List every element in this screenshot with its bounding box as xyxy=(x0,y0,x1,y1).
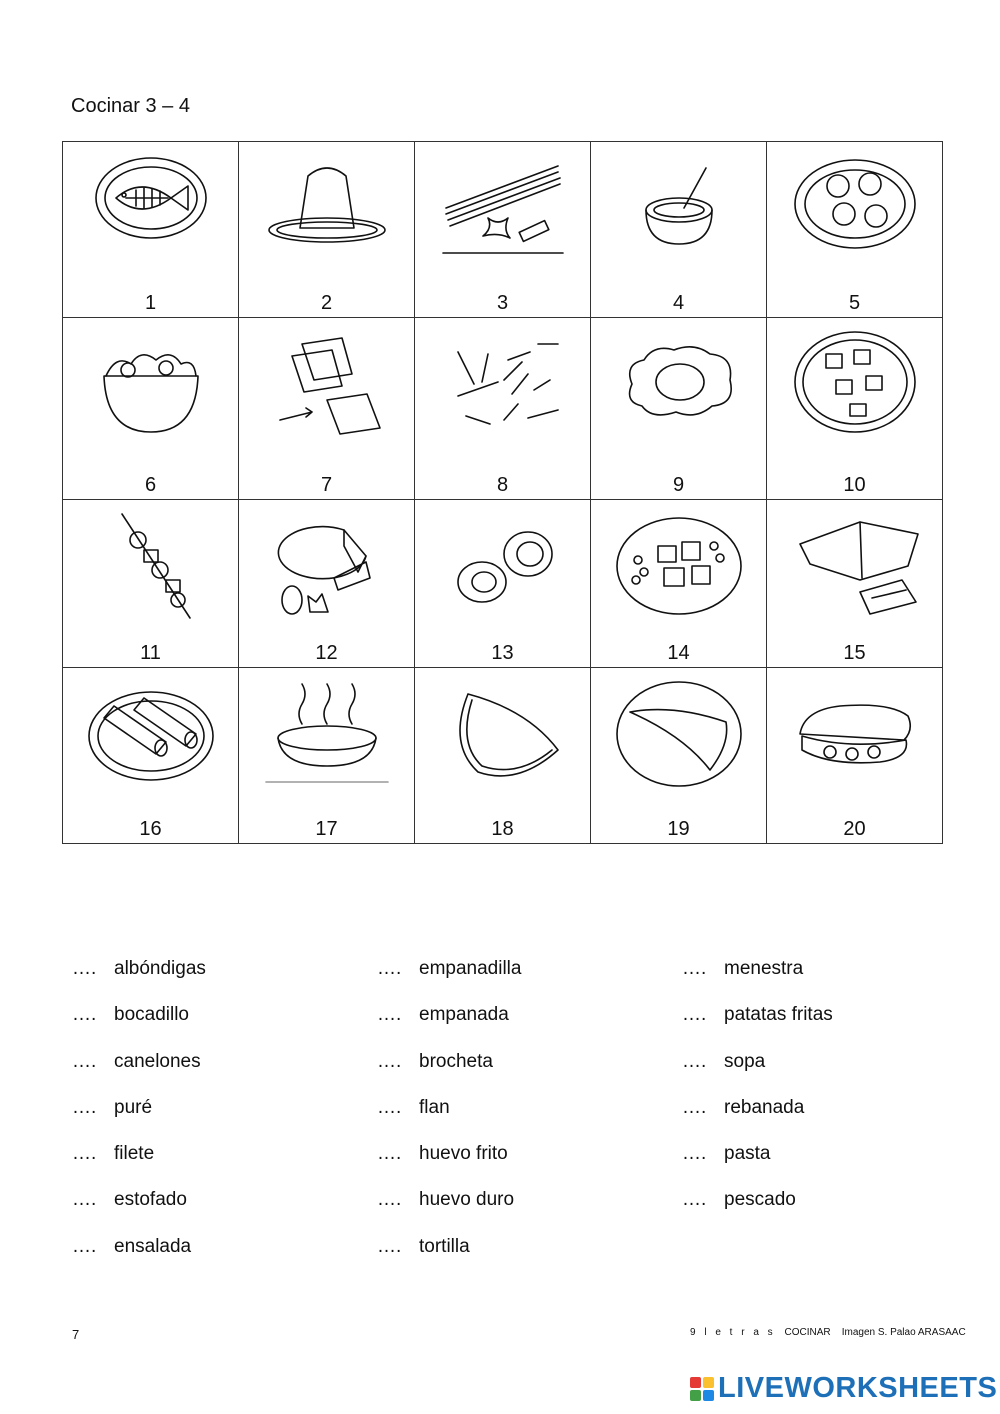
word-item xyxy=(72,958,206,1004)
item-number: 12 xyxy=(315,642,338,664)
item-number: 10 xyxy=(843,474,866,496)
grid-cell xyxy=(767,668,943,844)
item-number: 7 xyxy=(320,474,333,496)
answer-blank[interactable]: …. xyxy=(72,1235,97,1257)
brand-name: LIVEWORKSHEETS xyxy=(718,1372,998,1404)
word-item xyxy=(72,1143,206,1189)
item-number: 5 xyxy=(848,292,861,314)
word-label: ensalada xyxy=(114,1235,192,1257)
answer-blank[interactable]: …. xyxy=(682,1143,707,1165)
answer-blank[interactable]: …. xyxy=(682,1189,707,1211)
word-label: sopa xyxy=(724,1050,766,1072)
answer-blank[interactable]: …. xyxy=(377,1189,402,1211)
word-label: empanada xyxy=(419,1004,509,1026)
grid-cell xyxy=(767,500,943,668)
bread-slice-icon xyxy=(262,324,392,444)
pasta-icon xyxy=(438,148,568,268)
grid-row xyxy=(63,500,943,668)
footer-credit xyxy=(690,1327,966,1338)
word-label: brocheta xyxy=(419,1050,493,1072)
item-number: 8 xyxy=(496,474,509,496)
word-label: rebanada xyxy=(724,1096,805,1118)
word-item xyxy=(377,1189,521,1235)
word-item xyxy=(682,958,833,1004)
grid-cell xyxy=(63,142,239,318)
footer-topic: COCINAR xyxy=(784,1327,831,1338)
word-label: bocadillo xyxy=(114,1004,189,1026)
word-item xyxy=(377,958,521,1004)
word-label: estofado xyxy=(114,1189,187,1211)
flan-icon xyxy=(262,148,392,268)
word-item xyxy=(682,1143,833,1189)
word-label: patatas fritas xyxy=(724,1004,833,1026)
grid-cell xyxy=(591,500,767,668)
answer-blank[interactable]: …. xyxy=(72,958,97,979)
word-column xyxy=(682,958,833,1236)
grid-cell xyxy=(239,668,415,844)
fried-egg-icon xyxy=(614,324,744,444)
empanada-icon xyxy=(790,506,920,626)
grid-cell xyxy=(415,318,591,500)
word-item xyxy=(377,1143,521,1189)
grid-cell xyxy=(415,142,591,318)
empanadilla-icon xyxy=(438,674,568,794)
answer-blank[interactable]: …. xyxy=(72,1143,97,1165)
answer-blank[interactable]: …. xyxy=(377,1096,402,1118)
footer-image-credit: Imagen S. Palao ARASAAC xyxy=(841,1327,966,1338)
answer-blank[interactable]: …. xyxy=(682,958,707,979)
grid-cell xyxy=(239,500,415,668)
grid-cell xyxy=(239,142,415,318)
grid-cell xyxy=(591,668,767,844)
item-number: 14 xyxy=(667,642,690,664)
word-item xyxy=(377,1097,521,1143)
puree-bowl-icon xyxy=(614,148,744,268)
liveworksheets-brand[interactable] xyxy=(690,1372,997,1405)
item-number: 17 xyxy=(315,818,338,840)
item-number: 3 xyxy=(496,292,509,314)
picture-grid xyxy=(62,141,943,844)
word-label: canelones xyxy=(114,1050,201,1072)
answer-blank[interactable]: …. xyxy=(377,1235,402,1257)
answer-blank[interactable]: …. xyxy=(72,1189,97,1211)
word-item xyxy=(682,1189,833,1235)
liveworksheets-logo-icon xyxy=(690,1377,714,1401)
word-label: huevo frito xyxy=(419,1143,508,1165)
meatballs-icon xyxy=(790,148,920,268)
word-item xyxy=(377,1051,521,1097)
boiled-egg-icon xyxy=(438,506,568,626)
grid-cell xyxy=(767,318,943,500)
answer-blank[interactable]: …. xyxy=(377,958,402,979)
cannelloni-icon xyxy=(86,674,216,794)
item-number: 11 xyxy=(140,642,161,664)
salad-bowl-icon xyxy=(86,324,216,444)
word-label: albóndigas xyxy=(114,958,206,979)
answer-blank[interactable]: …. xyxy=(682,1004,707,1026)
vegetable-stew-icon xyxy=(614,506,744,626)
grid-cell xyxy=(63,500,239,668)
grid-cell xyxy=(591,142,767,318)
grid-cell xyxy=(63,668,239,844)
fish-plate-icon xyxy=(86,148,216,268)
item-number: 18 xyxy=(491,818,514,840)
answer-blank[interactable]: …. xyxy=(72,1050,97,1072)
word-label: empanadilla xyxy=(419,958,522,979)
word-label: huevo duro xyxy=(419,1189,515,1211)
answer-blank[interactable]: …. xyxy=(72,1096,97,1118)
item-number: 2 xyxy=(320,292,333,314)
word-label: pasta xyxy=(724,1143,771,1165)
word-column xyxy=(377,958,521,1282)
grid-cell xyxy=(591,318,767,500)
grid-row xyxy=(63,318,943,500)
item-number: 13 xyxy=(491,642,514,664)
stew-icon xyxy=(790,324,920,444)
grid-row xyxy=(63,142,943,318)
fillet-icon xyxy=(614,674,744,794)
grid-cell xyxy=(239,318,415,500)
word-label: flan xyxy=(419,1096,450,1118)
word-label: pescado xyxy=(724,1189,796,1211)
answer-blank[interactable]: …. xyxy=(682,1050,707,1072)
item-number: 16 xyxy=(139,818,162,840)
answer-blank[interactable]: …. xyxy=(377,1004,402,1026)
word-item xyxy=(682,1051,833,1097)
word-item xyxy=(72,1236,206,1282)
word-label: puré xyxy=(114,1096,153,1118)
word-label: tortilla xyxy=(419,1235,470,1257)
word-item xyxy=(377,1236,521,1282)
word-item xyxy=(377,1004,521,1050)
word-item xyxy=(72,1189,206,1235)
skewer-icon xyxy=(86,506,216,626)
page-title: Cocinar 3 – 4 xyxy=(71,95,190,117)
french-fries-icon xyxy=(438,324,568,444)
item-number: 9 xyxy=(672,474,685,496)
item-number: 20 xyxy=(843,818,866,840)
word-item xyxy=(72,1097,206,1143)
grid-row xyxy=(63,668,943,844)
answer-blank[interactable]: …. xyxy=(72,1004,97,1026)
grid-cell xyxy=(415,668,591,844)
item-number: 1 xyxy=(144,292,157,314)
page-number: 7 xyxy=(72,1327,80,1342)
item-number: 19 xyxy=(667,818,690,840)
answer-blank[interactable]: …. xyxy=(682,1096,707,1118)
answer-blank[interactable]: …. xyxy=(377,1050,402,1072)
word-item xyxy=(682,1004,833,1050)
word-column xyxy=(72,958,206,1282)
item-number: 15 xyxy=(843,642,866,664)
grid-cell xyxy=(767,142,943,318)
soup-icon xyxy=(262,674,392,794)
sandwich-icon xyxy=(790,674,920,794)
word-item xyxy=(72,1051,206,1097)
answer-blank[interactable]: …. xyxy=(377,1143,402,1165)
grid-cell xyxy=(415,500,591,668)
footer-series: 9 l e t r a s xyxy=(690,1327,776,1338)
grid-cell xyxy=(63,318,239,500)
word-label: filete xyxy=(114,1143,155,1165)
item-number: 4 xyxy=(672,292,685,314)
tortilla-icon xyxy=(262,506,392,626)
word-label: menestra xyxy=(724,958,804,979)
word-item xyxy=(72,1004,206,1050)
item-number: 6 xyxy=(144,474,157,496)
word-item xyxy=(682,1097,833,1143)
